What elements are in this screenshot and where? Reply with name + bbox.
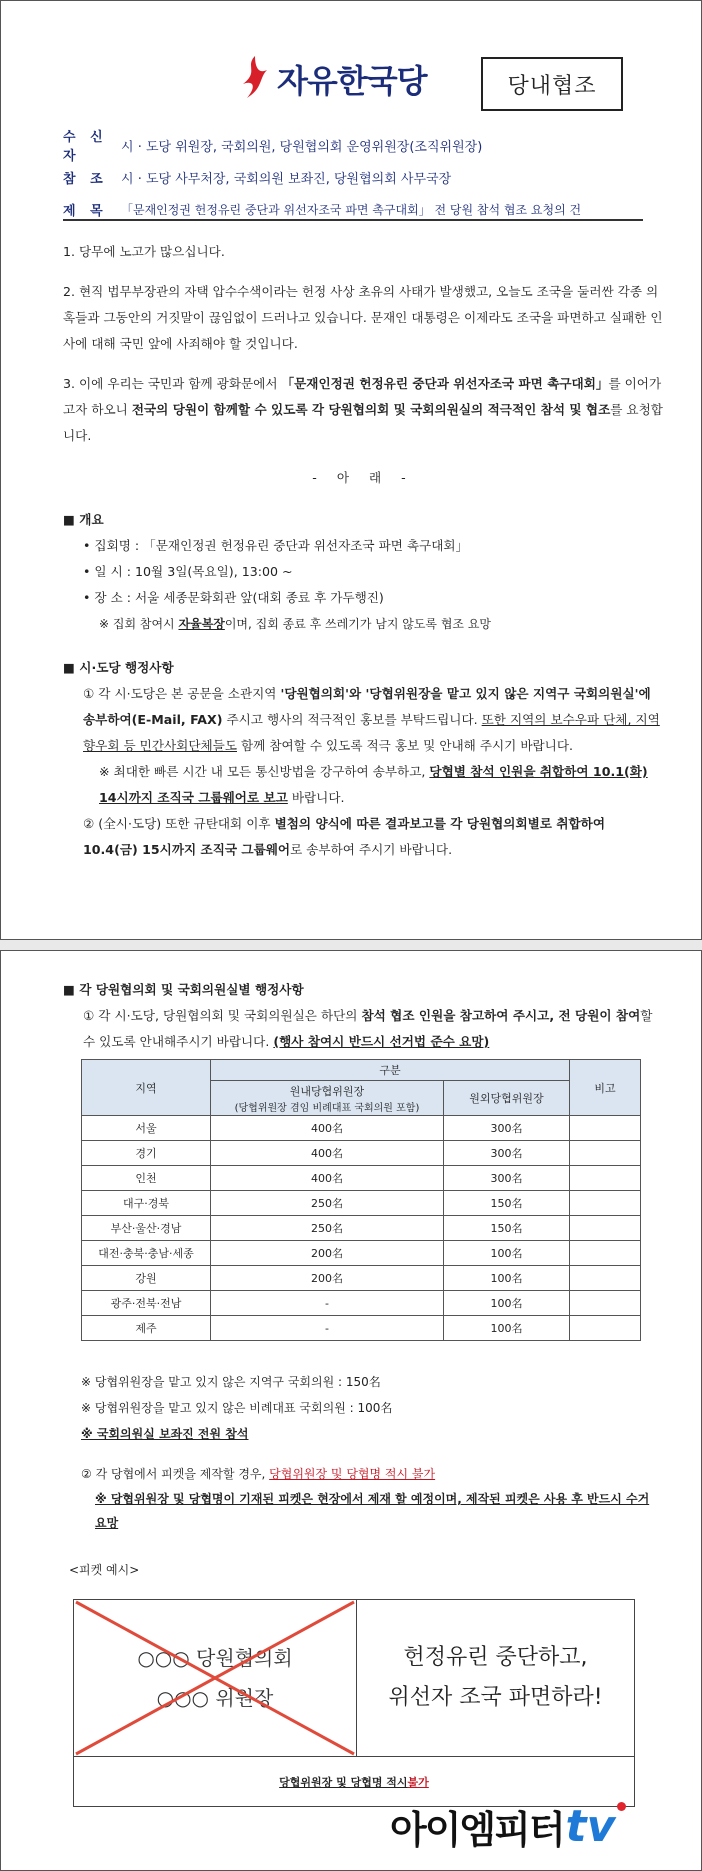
cell-in: 400名 [211,1141,444,1166]
cell-note [570,1266,641,1291]
cell-in: 400名 [211,1116,444,1141]
logo-text: 자유한국당 [277,62,427,100]
admin-item-2 [63,811,663,863]
local-2-note: ※ 당협위원장 및 당협명이 기재된 피켓은 현장에서 제재 할 예정이며, 제작된 피켓은 사용 후 반드시 수거 요망 [95,1492,650,1530]
subject-key: 제 목 [63,203,108,219]
cell-note [570,1141,641,1166]
cell-out: 150名 [444,1191,570,1216]
local-1-c: 할 수 있도록 안내해주시기 바랍니다. [83,1008,653,1049]
note-c: 이며, 집회 종료 후 쓰레기가 남지 않도록 협조 요망 [224,617,492,631]
watermark-text: 아이엠피터 [390,1808,564,1852]
cell-note [570,1241,641,1266]
col-region: 지역 [82,1060,211,1116]
admin-item-1-note [63,759,663,811]
admin-1-b: '당원협의회'와 '당협위원장을 맡고 있지 않은 지역구 국회의원실'에 송부하여(E-Mail, FAX) [83,686,651,727]
cc-key: 참 조 [63,171,108,187]
local-2-a: ② 각 당협에서 피켓을 제작할 경우, [81,1467,270,1481]
p3-text-a: 3. 이에 우리는 국민과 함께 광화문에서 [63,376,282,391]
admin-2-a: ② (全시·도당) 또한 규탄대회 이후 [83,816,275,831]
picket-good-example [357,1600,634,1756]
table-row [82,1291,641,1316]
col-note: 비고 [570,1060,641,1116]
cell-out: 100名 [444,1241,570,1266]
cc-value: 시 · 도당 사무처장, 국회의원 보좌진, 당원협의회 사무국장 [121,171,452,187]
cell-in: 250名 [211,1191,444,1216]
party-logo [233,49,427,109]
letterhead [1,41,702,121]
recipient-key: 수 신 자 [63,130,108,164]
attendance-table [81,1059,641,1341]
col-in-label: 원내당협위원장 [289,1084,365,1098]
note-2: ※ 당협위원장을 맡고 있지 않은 비례대표 국회의원 : 100名 [81,1401,393,1415]
picket-label: <피켓 예시> [69,1563,140,1577]
torch-icon [233,54,271,104]
section-admin-title: ■ 시·도당 행정사항 [63,660,174,675]
table-notes [69,1369,661,1583]
admin-note-b: 당협별 참석 인원을 취합하여 10.1(화) 14시까지 조직국 그룹웨어로 보고 [99,764,648,805]
subject-value: 「문재인정권 헌정유린 중단과 위선자조국 파면 촉구대회」 전 당원 참석 협조 요청의 건 [121,202,582,217]
note-dress: 자율복장 [178,617,225,631]
cell-in: - [211,1316,444,1341]
below-marker: - 아 래 - [312,470,414,485]
cell-note [570,1166,641,1191]
paragraph-3 [63,371,663,449]
table-row [82,1266,641,1291]
cell-out: 100名 [444,1266,570,1291]
local-2-b: 당협위원장 및 당협명 적시 불가 [269,1467,436,1481]
cell-in: 400名 [211,1166,444,1191]
cell-out: 100名 [444,1316,570,1341]
recipient-value: 시 · 도당 위원장, 국회의원, 당원협의회 운영위원장(조직위원장) [121,139,483,155]
watermark-dot-icon [617,1802,626,1811]
overview-name: • 집회명 : 「문재인정권 헌정유린 중단과 위선자조국 파면 촉구대회」 [83,538,469,553]
cell-region: 경기 [82,1141,211,1166]
table-row [82,1216,641,1241]
watermark [390,1799,626,1854]
cell-note [570,1191,641,1216]
cell-out: 300名 [444,1141,570,1166]
admin-2-c: 로 송부하여 주시기 바랍니다. [290,842,453,857]
picket-foot-b: 불가 [407,1776,429,1789]
cell-out: 150名 [444,1216,570,1241]
cell-region: 강원 [82,1266,211,1291]
recipient-row [63,129,643,164]
local-1-a: ① 각 시·도당, 당원협의회 및 국회의원실은 하단의 [83,1008,362,1023]
col-in [211,1081,444,1116]
section-overview-title: ■ 개요 [63,512,104,527]
picket-foot-a: 당협위원장 및 당협명 적시 [279,1776,408,1789]
cell-out: 300名 [444,1166,570,1191]
cell-region: 서울 [82,1116,211,1141]
cell-out: 300名 [444,1116,570,1141]
cell-region: 광주·전북·전남 [82,1291,211,1316]
cell-note [570,1116,641,1141]
cell-region: 제주 [82,1316,211,1341]
table-row [82,1141,641,1166]
table-row [82,1241,641,1266]
table-body [82,1116,641,1341]
document-type-label: 당내협조 [507,73,597,99]
table-row [82,1191,641,1216]
cell-out: 100名 [444,1291,570,1316]
letter-body [63,239,663,863]
table-row [82,1166,641,1191]
cell-in: 200名 [211,1266,444,1291]
header-rule [63,219,643,221]
cell-in: - [211,1291,444,1316]
local-item-1 [63,1003,663,1055]
table-row [82,1316,641,1341]
cell-in: 250名 [211,1216,444,1241]
overview-date: • 일 시 : 10월 3일(목요일), 13:00 ~ [83,564,293,579]
admin-2-b: 별첨의 양식에 따른 결과보고를 각 당원협의회별로 취합하여 10.4(금) 15시까지 조직국 그룹웨어 [83,816,606,857]
cell-region: 부산·울산·경남 [82,1216,211,1241]
paragraph-1: 1. 당무에 노고가 많으십니다. [63,244,225,259]
col-in-sub: (당협위원장 겸임 비례대표 국회의원 포함) [234,1102,420,1114]
overview-place: • 장 소 : 서울 세종문화회관 앞(대회 종료 후 가두행진) [83,590,384,605]
note-a: ※ 집회 참여시 [99,617,179,631]
picket-left-line-1: ○○○ 당원협의회 [137,1646,293,1670]
col-group: 구분 [211,1060,570,1081]
picket-right-line-2: 위선자 조국 파면하라! [388,1685,603,1710]
cell-note [570,1291,641,1316]
picket-right-line-1: 헌정유린 중단하고, [403,1645,588,1670]
picket-example [73,1599,635,1807]
p3-text-e: 를 요청합니다. [63,402,663,443]
table-row [82,1116,641,1141]
admin-note-a: ※ 최대한 빠른 시간 내 모든 통신방법을 강구하여 송부하고, [99,764,430,779]
admin-1-a: ① 각 시·도당은 본 공문을 소관지역 [83,686,281,701]
cell-region: 대구·경북 [82,1191,211,1216]
section-local-title: ■ 각 당원협의회 및 국회의원실별 행정사항 [63,982,304,997]
admin-1-c: 주시고 행사의 적극적인 홍보를 부탁드립니다. [222,712,478,727]
admin-note-c: 바랍니다. [287,790,345,805]
memo-header [63,129,643,225]
paragraph-2: 2. 현직 법무부장관의 자택 압수수색이라는 헌정 사상 초유의 사태가 발생했고, 오늘도 조국을 둘러싼 각종 의혹들과 그동안의 거짓말이 끊임없이 드러나고 있습니다. 문재인 대통령은 이제라도 조국을 파면하고 실패한 인사에 대해 국민 앞에 사죄해야 할 것입니다. [63,284,663,351]
note-3: ※ 국회의원실 보좌진 전원 참석 [81,1427,249,1441]
page-2 [0,950,702,1871]
table-header-row [82,1060,641,1081]
page-2-intro [63,977,663,1055]
cell-region: 인천 [82,1166,211,1191]
admin-1-d: 또한 지역의 보수우파 단체, 지역 향우회 등 민간사회단체들도 [83,712,660,753]
cell-note [570,1216,641,1241]
cell-in: 200名 [211,1241,444,1266]
watermark-tv: tv [565,1801,616,1852]
cc-row [63,161,643,193]
cell-region: 대전·충북·충남·세종 [82,1241,211,1266]
document-type-box [481,57,623,111]
picket-bad-example [74,1600,357,1756]
picket-left-line-2: ○○○ 위원장 [156,1686,274,1710]
p3-event-name: 「문재인정권 헌정유린 중단과 위선자조국 파면 촉구대회」 [281,376,609,391]
p3-request: 전국의 당원이 함께할 수 있도록 각 당원협의회 및 국회의원실의 적극적인 참석 및 협조 [131,402,611,417]
local-item-2 [81,1461,661,1487]
overview-note [63,611,663,637]
note-1: ※ 당협위원장을 맡고 있지 않은 지역구 국회의원 : 150名 [81,1375,381,1389]
cell-note [570,1316,641,1341]
local-1-d: (행사 참여시 반드시 선거법 준수 요망) [273,1034,490,1049]
p3-text-c: 를 이어가고자 하오니 [63,376,662,417]
local-1-b: 참석 협조 인원을 참고하여 주시고, 전 당원이 참여 [361,1008,641,1023]
cross-out-icon [74,1600,356,1756]
admin-1-e: 함께 참여할 수 있도록 적극 홍보 및 안내해 주시기 바랍니다. [237,738,574,753]
col-out: 원외당협위원장 [444,1081,570,1116]
admin-item-1 [63,681,663,759]
